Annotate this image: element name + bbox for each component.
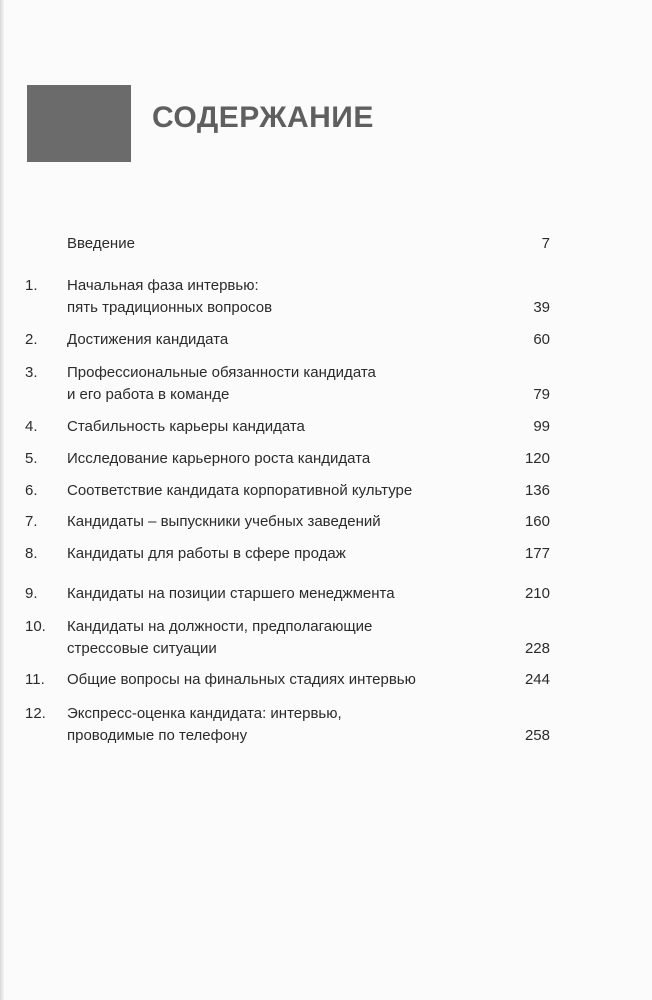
toc-entry[interactable] xyxy=(0,233,652,255)
toc-entry[interactable] xyxy=(0,669,652,691)
toc-entry-number: 2. xyxy=(25,331,38,348)
toc-entry-number: 5. xyxy=(25,450,38,467)
toc-entry-page: 7 xyxy=(541,235,550,252)
toc-entry-title-line-2: проводимые по телефону xyxy=(67,727,248,744)
toc-entry-title-line-2: и его работа в команде xyxy=(67,386,230,403)
toc-entry-title-line-1: Кандидаты на должности, предполагающие xyxy=(67,618,373,635)
toc-entry-number: 11. xyxy=(25,671,45,688)
toc-entry-title-line-1: Начальная фаза интервью: xyxy=(67,277,259,294)
toc-entry-page: 60 xyxy=(533,331,550,348)
toc-entry-title: Кандидаты – выпускники учебных заведений xyxy=(67,513,381,530)
toc-entry-page: 210 xyxy=(524,585,550,602)
toc-entry-page: 39 xyxy=(533,299,550,316)
toc-entry-title-line-1: Экспресс-оценка кандидата: интервью, xyxy=(67,705,342,722)
toc-entry-title: Достижения кандидата xyxy=(67,331,229,348)
toc-entry[interactable] xyxy=(0,448,652,470)
toc-entry-page: 79 xyxy=(533,386,550,403)
toc-entry-title-line-1: Профессиональные обязанности кандидата xyxy=(67,364,376,381)
toc-entry-title: Общие вопросы на финальных стадиях интервью xyxy=(67,671,416,688)
toc-entry-title: Кандидаты для работы в сфере продаж xyxy=(67,545,346,562)
toc-entry[interactable] xyxy=(0,329,652,351)
toc-entry-title: Кандидаты на позиции старшего менеджмента xyxy=(67,585,395,602)
toc-entry-number: 1. xyxy=(25,277,38,294)
toc-entry-page: 228 xyxy=(524,640,550,657)
page-title: СОДЕРЖАНИЕ xyxy=(152,101,374,134)
toc-entry-page: 120 xyxy=(524,450,550,467)
toc-entry-title-line-2: стрессовые ситуации xyxy=(67,640,217,657)
toc-entry-title-line-2: пять традиционных вопросов xyxy=(67,299,273,316)
toc-entry-title: Стабильность карьеры кандидата xyxy=(67,418,305,435)
toc-entry-number: 9. xyxy=(25,585,38,602)
toc-entry-number: 10. xyxy=(25,618,46,635)
toc-entry-title: Введение xyxy=(67,235,135,252)
toc-entry-number: 6. xyxy=(25,482,38,499)
toc-entry-page: 136 xyxy=(524,482,550,499)
toc-entry-page: 160 xyxy=(524,513,550,530)
toc-entry[interactable] xyxy=(0,275,652,319)
toc-entry[interactable] xyxy=(0,511,652,533)
toc-entry[interactable] xyxy=(0,416,652,438)
toc-entry[interactable] xyxy=(0,616,652,660)
toc-entry-title: Соответствие кандидата корпоративной культуре xyxy=(67,482,413,499)
toc-entry-number: 7. xyxy=(25,513,38,530)
toc-entry[interactable] xyxy=(0,362,652,406)
toc-entry-number: 12. xyxy=(25,705,46,722)
toc-entry-page: 99 xyxy=(533,418,550,435)
toc-entry-title: Исследование карьерного роста кандидата xyxy=(67,450,371,467)
toc-entry[interactable] xyxy=(0,583,652,605)
toc-entry-page: 258 xyxy=(524,727,550,744)
toc-entry-number: 4. xyxy=(25,418,38,435)
toc-entry[interactable] xyxy=(0,703,652,747)
toc-entry-page: 244 xyxy=(524,671,550,688)
toc-entry-number: 3. xyxy=(25,364,38,381)
toc-entry[interactable] xyxy=(0,480,652,502)
toc-entry-number: 8. xyxy=(25,545,38,562)
toc-entry-page: 177 xyxy=(524,545,550,562)
toc-entry[interactable] xyxy=(0,543,652,565)
